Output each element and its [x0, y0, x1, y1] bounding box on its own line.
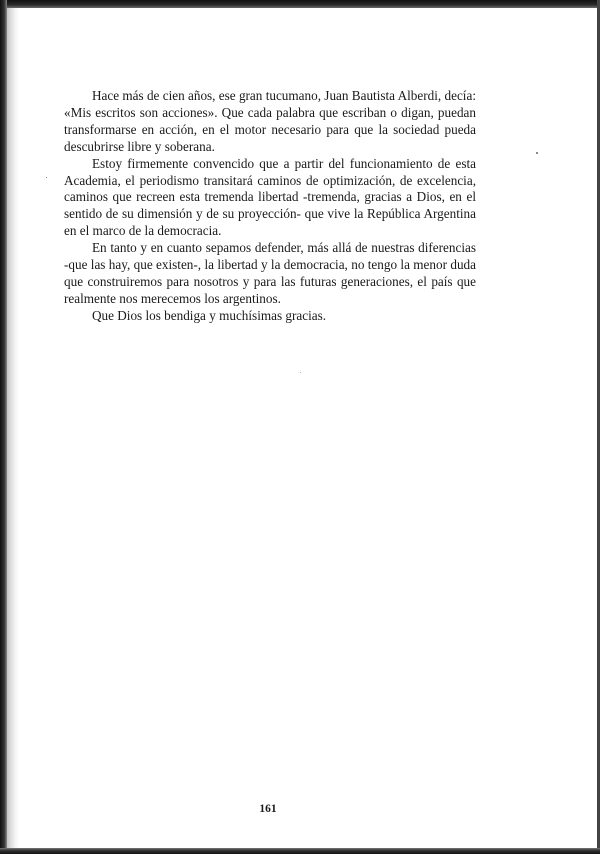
scan-shadow-left — [7, 8, 19, 854]
scan-speck — [300, 372, 301, 373]
scan-border-top — [0, 0, 600, 8]
scan-speck — [536, 152, 538, 154]
scan-speck — [46, 177, 47, 178]
paragraph-1: Hace más de cien años, ese gran tucumano, Juan Bautista Alberdi, decía: «Mis escritos son acciones». Que cada palabra que escriban o digan, puedan transformarse en acción, en el motor necesario para que la sociedad pueda descubrirse libre y soberana. — [64, 88, 476, 154]
paragraph-2: Estoy firmemente convencido que a partir del funcionamiento de esta Academia, el periodismo transitará caminos de optimización, de excelencia, caminos que recreen esta tremenda libertad -tremenda, gracias a Dios, en el sentido de su dimensión y de su proyección- que vive la República Argentina en el marco de la democracia. — [64, 155, 476, 239]
paragraph-3: En tanto y en cuanto sepamos defender, más allá de nuestras diferencias -que las hay, que existen-, la libertad y la democracia, no tengo la menor duda que construiremos para nosotros y para las futuras generaciones, el país que realmente nos merecemos los argentinos. — [64, 240, 476, 306]
scan-border-bottom — [0, 848, 600, 854]
paragraph-4: Que Dios los bendiga y muchísimas gracias. — [92, 307, 327, 323]
page-number: 161 — [259, 803, 277, 815]
scan-border-left — [0, 0, 7, 854]
document-body — [64, 88, 476, 325]
